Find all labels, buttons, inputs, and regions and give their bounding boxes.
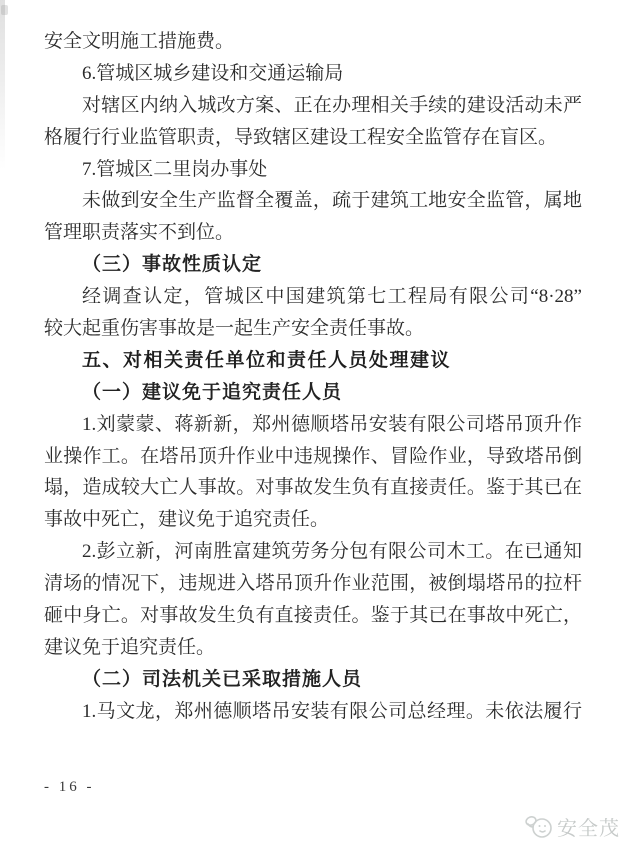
text-line: 建议免于追究责任。 [44, 636, 216, 658]
text-line: 未做到安全生产监督全覆盖，疏于建筑工地安全监管，属地 [82, 190, 582, 212]
text-line: 2.彭立新，河南胜富建筑劳务分包有限公司木工。在已通知 [82, 541, 582, 563]
text-line: 管理职责落实不到位。 [44, 222, 235, 244]
text-line: 1.马文龙，郑州德顺塔吊安装有限公司总经理。未依法履行 [82, 700, 582, 722]
document-body [44, 26, 582, 728]
heading-line: （二）司法机关已采取措施人员 [82, 668, 363, 690]
text-line: 经调查认定，管城区中国建筑第七工程局有限公司“8·28” [82, 286, 582, 308]
text-line: 格履行行业监管职责，导致辖区建设工程安全监管存在盲区。 [44, 126, 558, 148]
text-line: 事故中死亡，建议免于追究责任。 [44, 509, 330, 531]
text-line: 较大起重伤害事故是一起生产安全责任事故。 [44, 318, 425, 340]
text-line: 安全文明施工措施费。 [44, 31, 235, 52]
heading-line: （一）建议免于追究责任人员 [82, 381, 343, 403]
scan-edge-artifact [0, 0, 5, 170]
text-line: 7.管城区二里岗办事处 [82, 158, 268, 180]
heading-line: （三）事故性质认定 [82, 254, 263, 276]
text-line: 对辖区内纳入城改方案、正在办理相关手续的建设活动未严 [82, 94, 582, 116]
text-line: 1.刘蒙蒙、蒋新新，郑州德顺塔吊安装有限公司塔吊顶升作 [82, 413, 582, 435]
scan-corner-artifact [1, 5, 8, 15]
heading-line: 五、对相关责任单位和责任人员处理建议 [82, 349, 452, 371]
text-line: 砸中身亡。对事故发生负有直接责任。鉴于其已在事故中死亡， [44, 605, 582, 627]
watermark [522, 810, 620, 842]
watermark-text: 安全茂 [557, 817, 620, 840]
safety-mao-mascot-icon [522, 810, 554, 842]
text-line: 清场的情况下，违规进入塔吊顶升作业范围，被倒塌塔吊的拉杆 [44, 573, 582, 595]
text-line: 业操作工。在塔吊顶升作业中违规操作、冒险作业，导致塔吊倒 [44, 445, 582, 467]
page-number: - 16 - [44, 779, 95, 795]
text-line: 塌，造成较大亡人事故。对事故发生负有直接责任。鉴于其已在 [44, 477, 582, 499]
text-line: 6.管城区城乡建设和交通运输局 [82, 62, 344, 84]
